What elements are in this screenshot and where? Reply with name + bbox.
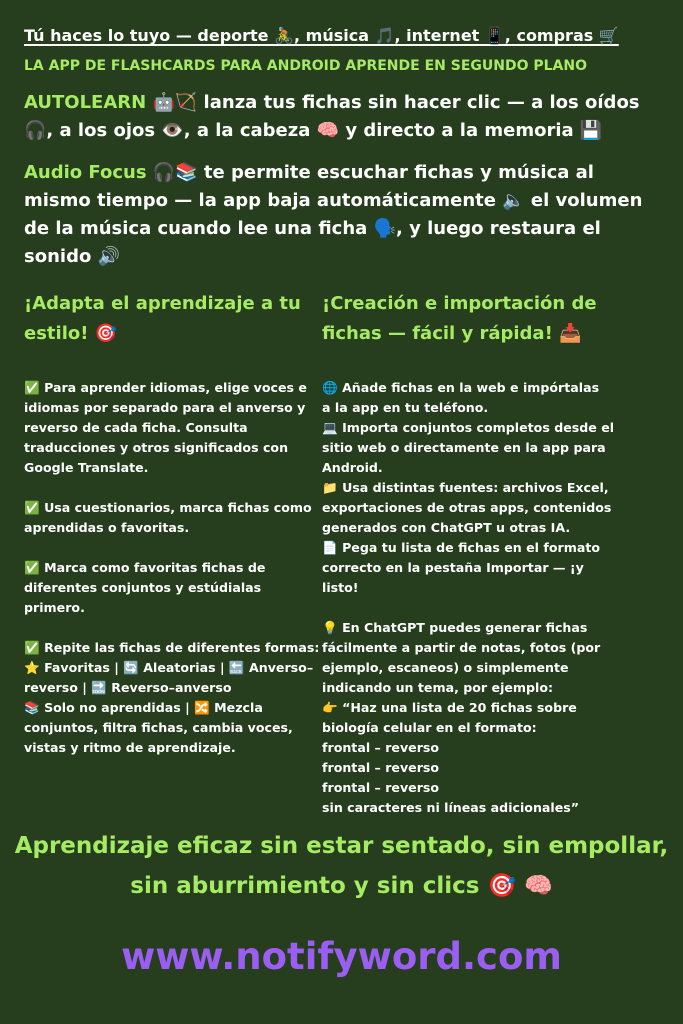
- list-item: 🌐 Añade fichas en la web e impórtalas a la app en tu teléfono. 💻 Importa conjuntos completos desde el sitio web o directamente en la app para Android. 📁 Usa distintas fuentes: archivos Excel, exportaciones de otras apps, contenidos generados con ChatGPT u otras IA. 📄 Pega tu lista de fichas en el formato correcto en la pestaña Importar — ¡y listo!: [322, 380, 615, 595]
- right-column-items: [322, 378, 620, 818]
- left-column-items: [24, 378, 322, 758]
- list-item: 💡 En ChatGPT puedes generar fichas fácilmente a partir de notas, fotos (por ejemplo, escaneos) o simplemente indicando un tema, por ejemplo: 👉 “Haz una lista de 20 fichas sobre biología celular en el formato: frontal – reverso frontal – reverso frontal – reverso sin caracteres ni líneas adicionales”: [322, 620, 601, 815]
- headline: Tú haces lo tuyo — deporte 🚴, música 🎵, internet 📱, compras 🛒: [24, 26, 619, 45]
- audio-focus-label: Audio Focus: [24, 162, 147, 183]
- list-item: ✅ Marca como favoritas fichas de diferentes conjuntos y estúdialas primero.: [24, 560, 266, 615]
- list-item: ✅ Repite las fichas de diferentes formas: ⭐ Favoritas | 🔄 Aleatorias | 🔙 Anverso–reverso | 🔜 Reverso–anverso 📚 Solo no aprendidas | 🔀 Mezcla conjuntos, filtra fichas, cambia voces, vistas y ritmo de aprendizaje.: [24, 640, 320, 755]
- autolearn-label: AUTOLEARN: [24, 92, 147, 113]
- autolearn-text: 🤖🏹 lanza tus fichas sin hacer clic — a los oídos 🎧, a los ojos 👁️, a la cabeza 🧠 y directo a la memoria 💾: [24, 92, 640, 141]
- poster-content: [24, 26, 664, 818]
- audio-focus-paragraph: [24, 159, 664, 271]
- audio-focus-text: 🎧📚 te permite escuchar fichas y música al mismo tiempo — la app baja automáticamente 🔈 el volumen de la música cuando lee una ficha 🗣️, y luego restaura el sonido 🔊: [24, 162, 643, 267]
- footer-tagline: Aprendizaje eficaz sin estar sentado, sin empollar, sin aburrimiento y sin clics 🎯 🧠: [14, 833, 669, 899]
- right-column-title: ¡Creación e importación de fichas — fácil y rápida! 📥: [322, 293, 597, 344]
- left-column-title: ¡Adapta el aprendizaje a tu estilo! 🎯: [24, 293, 301, 344]
- list-item: ✅ Usa cuestionarios, marca fichas como aprendidas o favoritas.: [24, 500, 312, 535]
- list-item: ✅ Para aprender idiomas, elige voces e idiomas por separado para el anverso y reverso de cada ficha. Consulta traducciones y otros significados con Google Translate.: [24, 380, 307, 475]
- left-column: [24, 289, 322, 818]
- feature-columns: [24, 289, 664, 818]
- autolearn-paragraph: [24, 89, 664, 145]
- subheadline: LA APP DE FLASHCARDS PARA ANDROID APRENDE EN SEGUNDO PLANO: [24, 58, 587, 74]
- website-link[interactable]: www.notifyword.com: [121, 935, 562, 978]
- right-column: [322, 289, 620, 818]
